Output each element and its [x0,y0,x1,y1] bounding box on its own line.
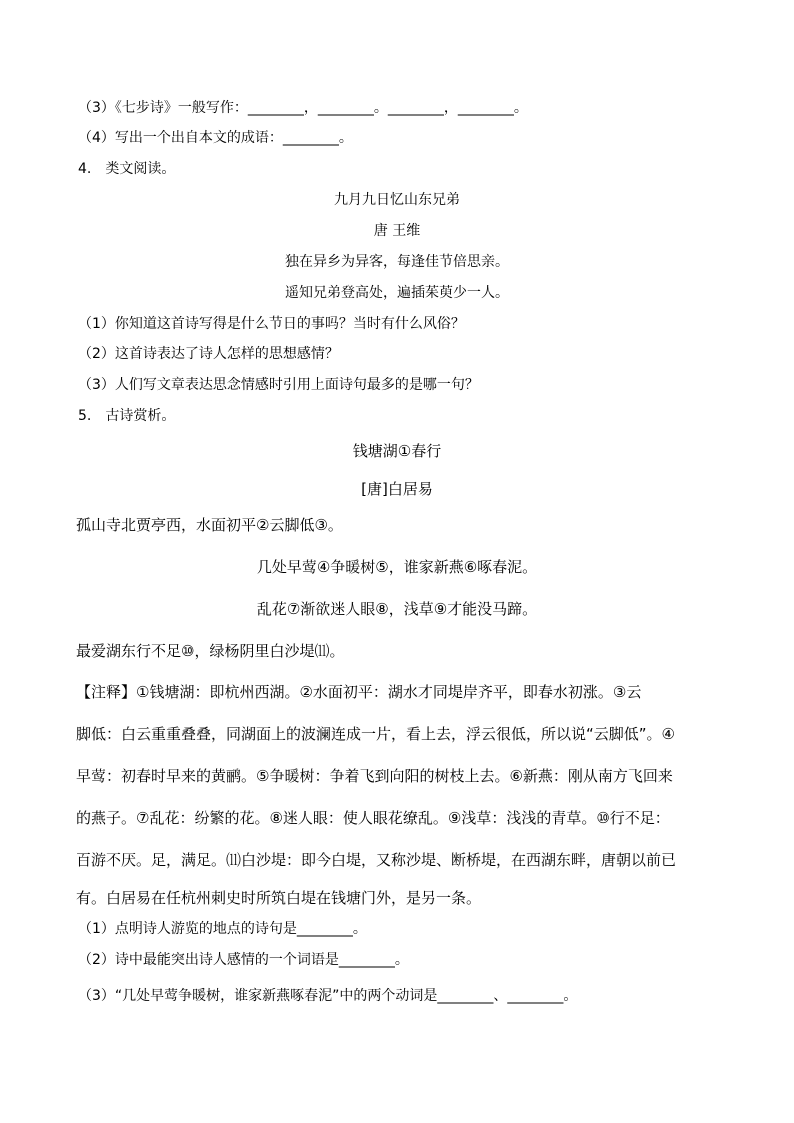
note-line-4: 的燕子。⑦乱花：纷繁的花。⑧迷人眼：使人眼花缭乱。⑨浅草：浅浅的青草。⑩行不足： [76,809,670,827]
section-5-heading: 5. 古诗赏析。 [78,408,176,424]
note-line-3: 早莺：初春时早来的黄鹂。⑤争暖树：争着飞到向阳的树枝上去。⑥新燕：刚从南方飞回来 [76,767,673,785]
question-5-3: （3）“几处早莺争暖树，谁家新燕啄春泥”中的两个动词是________、________。 [78,988,578,1004]
poem-5-line-1: 孤山寺北贾亭西，水面初平②云脚低③。 [76,516,343,534]
poem-4-line-2: 遥知兄弟登高处，遍插茱萸少一人。 [285,285,509,301]
poem-5-title: 钱塘湖①春行 [352,442,442,460]
note-line-2: 脚低：白云重重叠叠，同湖面上的波澜连成一片，看上去，浮云很低，所以说“云脚低”。④ [76,725,675,743]
poem-5-line-4: 最爱湖东行不足⑩，绿杨阴里白沙堤⑾。 [76,642,345,660]
section-4-heading: 4. 类文阅读。 [78,161,176,177]
question-4-1: （1）你知道这首诗写得是什么节日的事吗？当时有什么风俗？ [78,316,465,332]
note-line-5: 百游不厌。足，满足。⑾白沙堤：即今白堤，又称沙堤、断桥堤，在西湖东畔，唐朝以前已 [76,851,677,869]
note-line-6: 有。白居易在任杭州刺史时所筑白堤在钱塘门外，是另一条。 [76,889,482,907]
poem-5-author: [唐]白居易 [361,480,433,498]
poem-5-line-3: 乱花⑦渐欲迷人眼⑧，浅草⑨才能没马蹄。 [256,600,538,618]
question-5-1: （1）点明诗人游览的地点的诗句是________。 [78,921,367,937]
question-5-2: （2）诗中最能突出诗人感情的一个词语是________。 [78,952,409,968]
poem-5-line-2: 几处早莺④争暖树⑤，谁家新燕⑥啄春泥。 [256,558,538,576]
poem-4-line-1: 独在异乡为异客，每逢佳节倍思亲。 [285,254,509,270]
poem-4-author: 唐 王维 [373,223,421,239]
poem-4-title: 九月九日忆山东兄弟 [334,192,460,208]
note-line-1: 【注释】①钱塘湖：即杭州西湖。②水面初平：湖水才同堤岸齐平，即春水初涨。③云 [76,683,642,701]
question-3-4: （4）写出一个出自本文的成语：________。 [78,130,353,146]
question-4-3: （3）人们写文章表达思念情感时引用上面诗句最多的是哪一句？ [78,377,479,393]
question-4-2: （2）这首诗表达了诗人怎样的思想感情？ [78,346,339,362]
question-3-3: （3）《七步诗》一般写作：________，________。________，________。 [78,100,528,116]
